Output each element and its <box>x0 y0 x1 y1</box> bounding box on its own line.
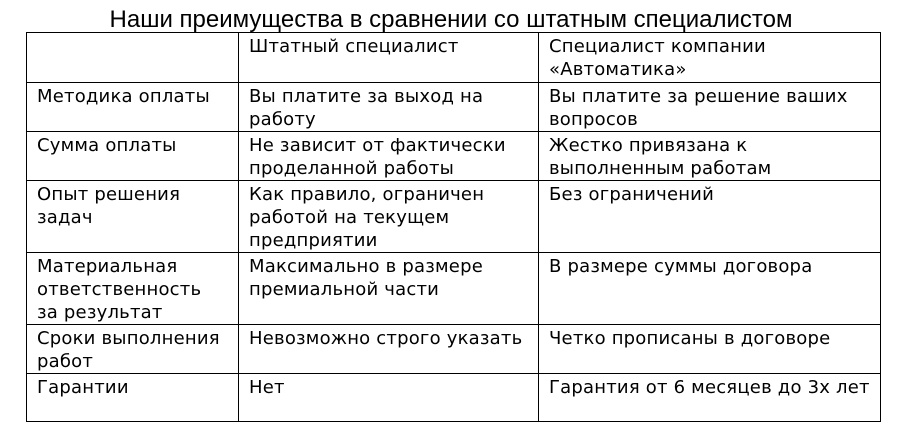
comparison-table <box>26 32 881 422</box>
table-row <box>27 132 881 181</box>
staff-value-cell: Невозможно строго указать <box>239 325 539 374</box>
company-value-cell: Жестко привязана к выполненным работам <box>539 132 881 181</box>
page-title: Наши преимущества в сравнении со штатным специалистом <box>109 6 793 33</box>
company-value-cell: Без ограничений <box>539 181 881 253</box>
table-row <box>27 253 881 325</box>
row-label-cell: Гарантии <box>27 374 239 422</box>
row-label-cell: Опыт решения задач <box>27 181 239 253</box>
table-row <box>27 83 881 132</box>
table-row <box>27 374 881 422</box>
staff-value-cell: Не зависит от фактически проделанной работы <box>239 132 539 181</box>
company-value-cell: Вы платите за решение ваших вопросов <box>539 83 881 132</box>
header-cell-staff-specialist: Штатный специалист <box>239 33 539 83</box>
company-value-cell: Гарантия от 6 месяцев до 3х лет <box>539 374 881 422</box>
table-header-row <box>27 33 881 83</box>
row-label-cell: Методика оплаты <box>27 83 239 132</box>
header-cell-empty <box>27 33 239 83</box>
row-label-cell: Сроки выполнения работ <box>27 325 239 374</box>
table-row <box>27 181 881 253</box>
staff-value-cell: Нет <box>239 374 539 422</box>
staff-value-cell: Вы платите за выход на работу <box>239 83 539 132</box>
row-label-cell: Материальная ответственность за результат <box>27 253 239 325</box>
row-label-cell: Сумма оплаты <box>27 132 239 181</box>
staff-value-cell: Максимально в размере премиальной части <box>239 253 539 325</box>
table-row <box>27 325 881 374</box>
header-cell-company-specialist: Специалист компании «Автоматика» <box>539 33 881 83</box>
company-value-cell: Четко прописаны в договоре <box>539 325 881 374</box>
staff-value-cell: Как правило, ограничен работой на текущем предприятии <box>239 181 539 253</box>
company-value-cell: В размере суммы договора <box>539 253 881 325</box>
